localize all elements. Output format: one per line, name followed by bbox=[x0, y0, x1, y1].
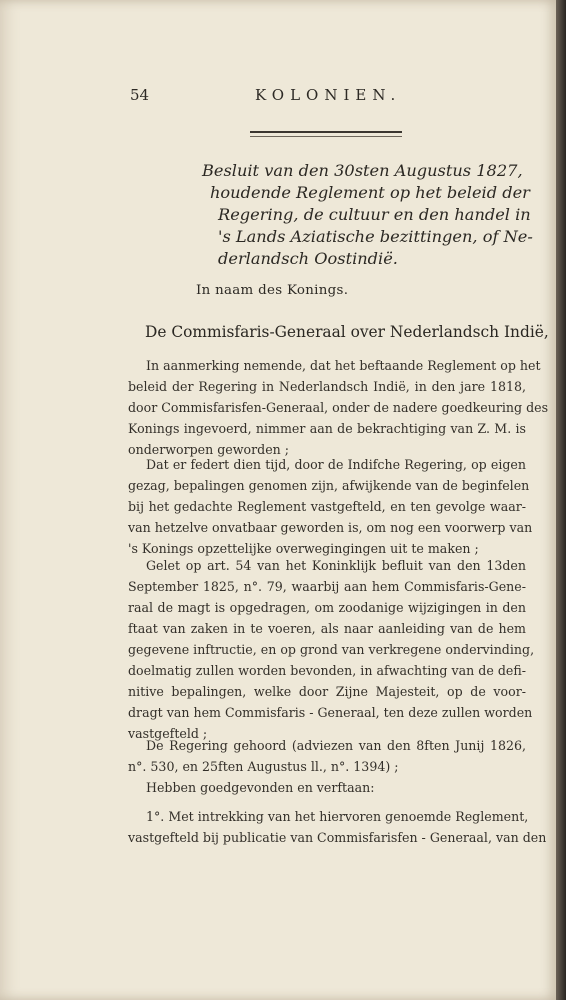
text-line: van hetzelve onvatbaar geworden is, om nog een voorwerp van bbox=[128, 520, 533, 535]
invocation-heading: In naam des Konings. bbox=[196, 283, 349, 298]
text-line: gezag, bepalingen genomen zijn, afwijkende van de beginfelen bbox=[128, 478, 530, 493]
paragraph-3 bbox=[128, 555, 535, 744]
text-line: dragt van hem Commisfaris - Generaal, ten deze zullen worden bbox=[128, 705, 533, 720]
text-line: door Commisfarisfen-Generaal, onder de nadere goedkeuring des bbox=[128, 400, 549, 415]
paragraph-5 bbox=[128, 777, 526, 798]
text-line: gegevene inftructie, en op grond van verkregene ondervinding, bbox=[128, 642, 535, 657]
text-line: Konings ingevoerd, nimmer aan de bekrachtiging van Z. M. is bbox=[128, 421, 526, 436]
decree-title-line: derlandsch Oostindië. bbox=[218, 249, 398, 268]
decree-title-line: Besluit van den 30sten Augustus 1827, bbox=[202, 161, 523, 180]
text-line: bij het gedachte Reglement vastgefteld, en ten gevolge waar- bbox=[128, 499, 526, 514]
running-title: KOLONIEN. bbox=[255, 86, 402, 104]
decree-title-line: 's Lands Aziatische bezittingen, of Ne- bbox=[218, 227, 533, 246]
text-line: Gelet op art. 54 van het Koninklijk befluit van den 13den bbox=[146, 558, 526, 573]
text-line: Dat er federt dien tijd, door de Indifche Regering, op eigen bbox=[146, 457, 526, 472]
paragraph-6 bbox=[128, 806, 547, 848]
text-line: beleid der Regering in Nederlandsch Indië, in den jare 1818, bbox=[128, 379, 526, 394]
text-line: 's Konings opzettelijke overwegingingen uit te maken ; bbox=[128, 541, 479, 556]
decree-title bbox=[202, 160, 532, 270]
text-line: vastgefteld bij publicatie van Commisfarisfen - Generaal, van den bbox=[128, 830, 547, 845]
text-line: onderworpen geworden ; bbox=[128, 442, 290, 457]
issuer-heading: De Commisfaris-Generaal over Nederlandsch Indië, bbox=[145, 323, 549, 341]
text-line: n°. 530, en 25ften Augustus ll., n°. 1394) ; bbox=[128, 759, 399, 774]
ornamental-rule bbox=[250, 131, 402, 137]
paragraph-1 bbox=[128, 355, 549, 460]
text-line: nitive bepalingen, welke door Zijne Majesteit, op de voor- bbox=[128, 684, 526, 699]
page-number: 54 bbox=[130, 86, 150, 104]
decree-title-line: houdende Reglement op het beleid der bbox=[210, 183, 530, 202]
text-line: vastgefteld ; bbox=[128, 726, 208, 741]
text-line: 1°. Met intrekking van het hiervoren genoemde Reglement, bbox=[146, 809, 529, 824]
text-line: raal de magt is opgedragen, om zoodanige wijzigingen in den bbox=[128, 600, 526, 615]
text-line: September 1825, n°. 79, waarbij aan hem Commisfaris-Gene- bbox=[128, 579, 526, 594]
page-header bbox=[130, 86, 400, 108]
text-line: doelmatig zullen worden bevonden, in afwachting van de defi- bbox=[128, 663, 526, 678]
decree-title-line: Regering, de cultuur en den handel in bbox=[218, 205, 531, 224]
text-line: De Regering gehoord (adviezen van den 8ften Junij 1826, bbox=[146, 738, 526, 753]
text-line: In aanmerking nemende, dat het beftaande Reglement op het bbox=[146, 358, 541, 373]
text-line: Hebben goedgevonden en verftaan: bbox=[146, 780, 375, 795]
paragraph-4 bbox=[128, 735, 526, 777]
page-edge-shadow bbox=[556, 0, 566, 1000]
text-line: ftaat van zaken in te voeren, als naar aanleiding van de hem bbox=[128, 621, 526, 636]
paragraph-2 bbox=[128, 454, 533, 559]
